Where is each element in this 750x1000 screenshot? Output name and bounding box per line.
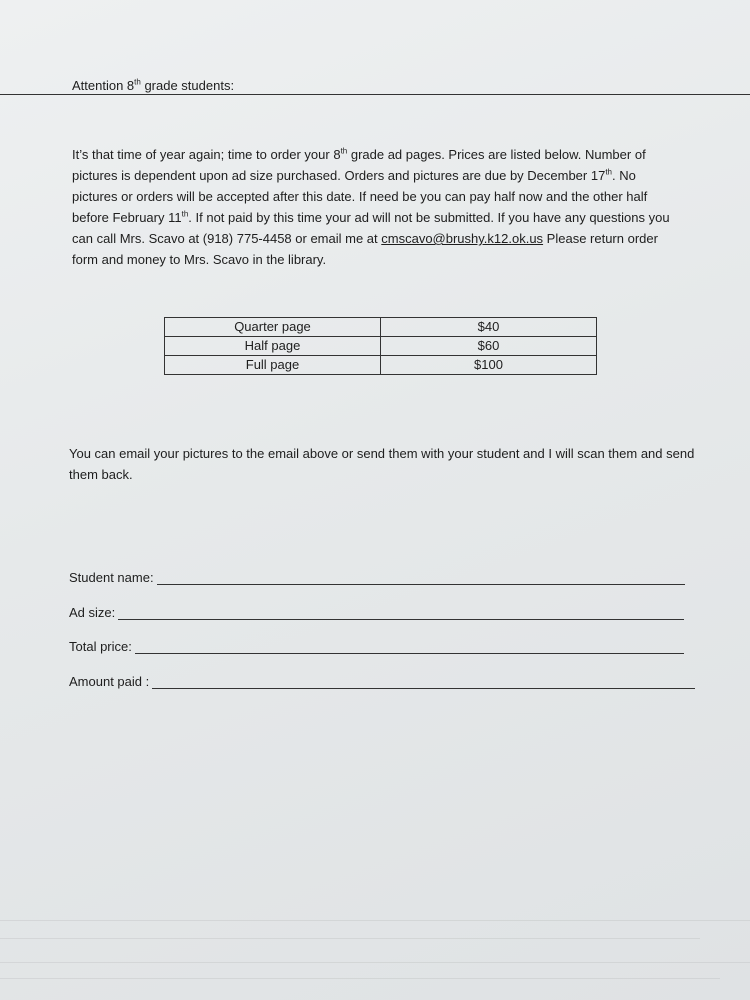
ad-size-line[interactable] bbox=[118, 607, 684, 620]
paper-texture bbox=[0, 920, 750, 921]
intro-sup: th bbox=[181, 209, 189, 219]
intro-text: . No pictures or orders will be accepted after this date. If need be you can pay half now and the other half before February 11 bbox=[72, 168, 648, 225]
price-table bbox=[164, 317, 597, 375]
price-cell: $60 bbox=[381, 337, 597, 356]
student-name-label: Student name: bbox=[69, 570, 154, 585]
intro-text: Please return order form and money to Mrs. Scavo in the library. bbox=[72, 231, 658, 267]
intro-text: grade ad pages. Prices are listed below. Number of pictures is dependent upon ad size purchased. Orders and pictures are due by December 17 bbox=[72, 147, 646, 183]
total-price-line[interactable] bbox=[135, 641, 684, 654]
ad-size-cell: Half page bbox=[165, 337, 381, 356]
ad-size-label: Ad size: bbox=[69, 605, 116, 620]
intro-sup: th bbox=[340, 146, 348, 156]
total-price-field bbox=[69, 639, 684, 654]
paper-texture bbox=[0, 938, 700, 939]
total-price-label: Total price: bbox=[69, 639, 132, 654]
ad-size-field bbox=[69, 605, 684, 620]
table-row bbox=[165, 318, 597, 337]
amount-paid-field bbox=[69, 674, 695, 689]
student-name-line[interactable] bbox=[157, 572, 685, 585]
ad-size-cell: Quarter page bbox=[165, 318, 381, 337]
table-row bbox=[165, 356, 597, 375]
intro-text: It’s that time of year again; time to order your 8 bbox=[72, 147, 341, 162]
header-rule bbox=[0, 94, 750, 95]
intro-sup: th bbox=[605, 167, 612, 177]
email-link[interactable]: cmscavo@brushy.k12.ok.us bbox=[381, 231, 544, 246]
price-cell: $40 bbox=[381, 318, 597, 337]
paper-texture bbox=[0, 962, 750, 963]
ad-size-cell: Full page bbox=[165, 356, 381, 375]
price-cell: $100 bbox=[381, 356, 597, 375]
heading-text: Attention 8 bbox=[72, 78, 135, 93]
page-heading bbox=[72, 78, 234, 93]
email-note: You can email your pictures to the email above or send them with your student and I will scan them and send them back. bbox=[69, 446, 695, 482]
paper-texture bbox=[0, 978, 720, 979]
heading-sup: th bbox=[134, 77, 141, 87]
heading-text-end: grade students: bbox=[140, 78, 235, 93]
amount-paid-line[interactable] bbox=[152, 676, 695, 689]
student-name-field bbox=[69, 570, 685, 585]
intro-paragraph bbox=[72, 144, 684, 270]
table-row bbox=[165, 337, 597, 356]
amount-paid-label: Amount paid : bbox=[69, 674, 150, 689]
intro-text: . If not paid by this time your ad will not be submitted. If you have any questions you can call Mrs. Scavo at (918) 775-4458 or email me at bbox=[72, 210, 670, 246]
